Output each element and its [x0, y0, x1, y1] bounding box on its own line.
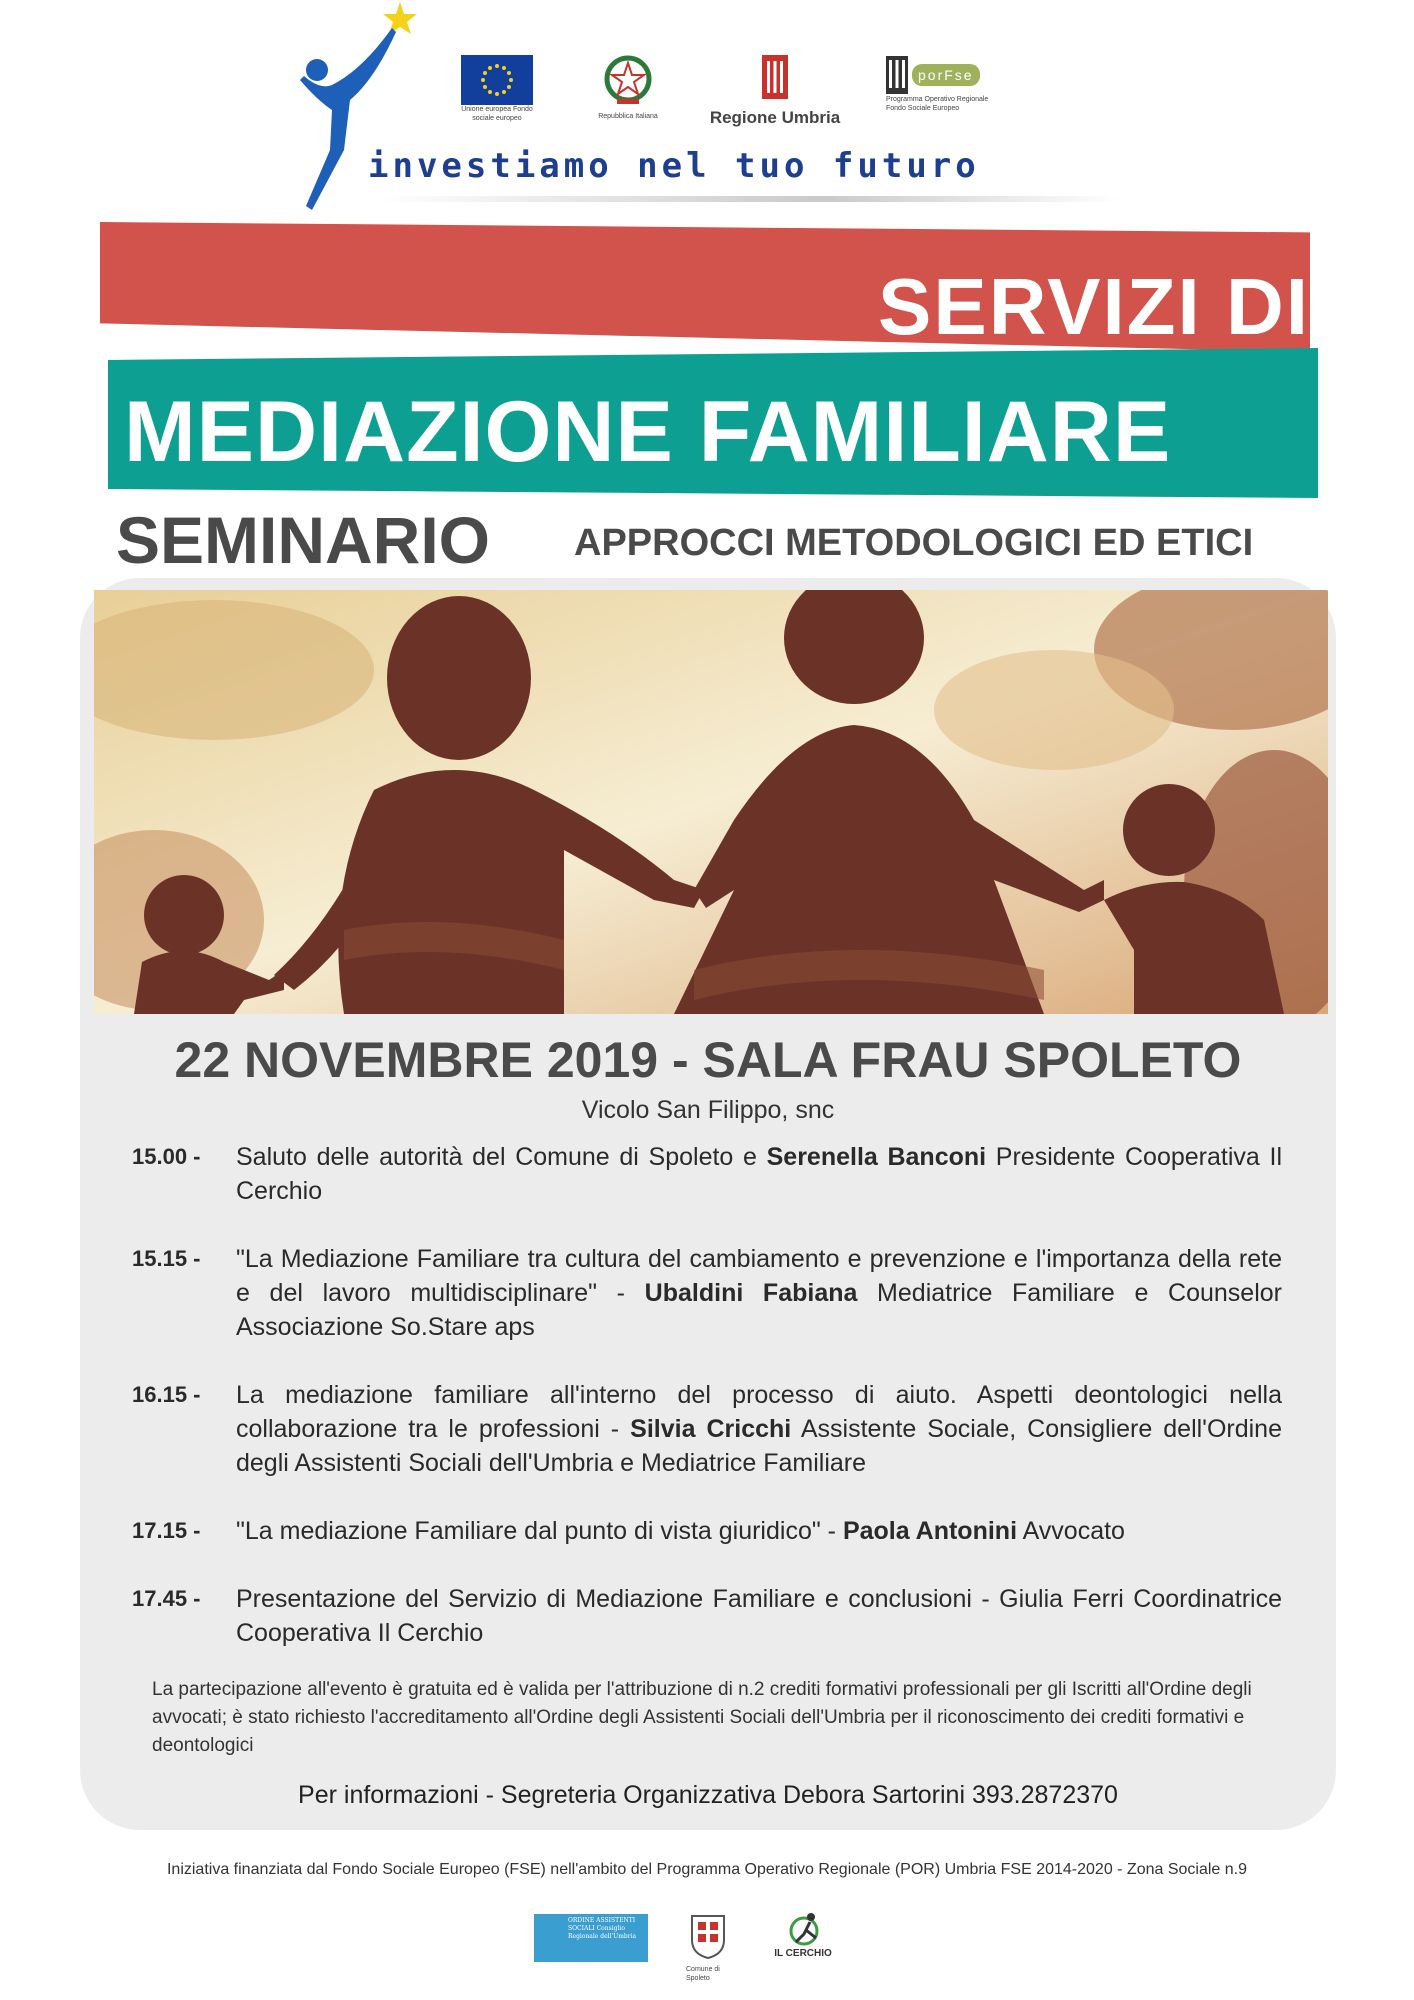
italy-emblem-icon: [603, 55, 653, 107]
comune-spoleto-logo: [686, 1910, 730, 1982]
eu-logo: [460, 55, 534, 123]
porfse-mark: porFse: [912, 64, 980, 86]
program-text-part: "La Mediazione Familiare tra cultura del cambiamento e prevenzione e l'importanza della rete e del lavoro multidisciplinare" -: [236, 1245, 1282, 1307]
speaker-name: Ubaldini Fabiana: [644, 1279, 858, 1307]
tagline: investiamo nel tuo futuro: [368, 146, 980, 186]
program-time: 17.45 -: [132, 1586, 201, 1611]
spoleto-crest-icon: [686, 1910, 730, 1960]
il-cerchio-logo: [770, 1912, 836, 1968]
program-text: [236, 1242, 1282, 1344]
program-time: 15.00 -: [132, 1144, 201, 1169]
program-item: [132, 1242, 1282, 1344]
umbria-flag-icon: [762, 55, 788, 99]
speaker-name: Serenella Banconi: [766, 1143, 987, 1171]
family-silhouette-illustration: [94, 590, 1328, 1014]
porfse-caption: Programma Operativo Regionale Fondo Sociale Europeo: [886, 96, 989, 112]
porfse-logo: [886, 55, 996, 113]
program-text-part: Mediatrice Familiare e Counselor Associazione So.Stare aps: [236, 1279, 1282, 1341]
speaker-name: Paola Antonini: [842, 1517, 1018, 1545]
cerchio-name: IL CERCHIO: [774, 1948, 832, 1959]
speaker-name: Silvia Cricchi: [630, 1415, 792, 1443]
program-text-part: Avvocato: [1017, 1517, 1125, 1545]
title-servizi-di: SERVIZI DI: [878, 262, 1310, 351]
program-text-part: Assistente Sociale, Consigliere dell'Ordine degli Assistenti Sociali dell'Umbria e Mediatrice Familiare: [236, 1415, 1282, 1477]
program-text: [236, 1514, 1282, 1548]
assistenti-logo-text: ORDINE ASSISTENTI SOCIALI Consiglio Regionale dell'Umbria: [568, 1917, 637, 1940]
tagline-underline: [380, 196, 1120, 202]
program-item: [132, 1514, 1282, 1548]
program-item: [132, 1582, 1282, 1650]
credits-note: La partecipazione all'evento è gratuita ed è valida per l'attribuzione di n.2 crediti formativi professionali per gli Iscritti all'Ordine degli avvocati; è stato richiesto l'accreditamento all'Ordine degli Assistenti Sociali dell'Umbria per il riconoscimento dei crediti formativi e deontologici: [152, 1679, 1252, 1756]
regione-umbria-logo: [700, 55, 850, 128]
running-figure-logo-icon: [292, 0, 422, 220]
italy-caption: Repubblica Italiana: [598, 113, 658, 120]
program-item: [132, 1140, 1282, 1208]
program-text-part: La mediazione familiare all'interno del processo di aiuto. Aspetti deontologici nella collaborazione tra le professioni -: [236, 1381, 1282, 1443]
program-text-part: Presentazione del Servizio di Mediazione Familiare e conclusioni - Giulia Ferri Coordinatrice Cooperativa Il Cerchio: [236, 1585, 1282, 1647]
program-text: [236, 1378, 1282, 1480]
program-text-part: Presidente Cooperativa Il Cerchio: [236, 1143, 1282, 1205]
program-time: 15.15 -: [132, 1246, 201, 1271]
italy-emblem-logo: [596, 55, 660, 121]
seminar-heading: SEMINARIO: [116, 503, 491, 577]
cerchio-figure-icon: [786, 1912, 822, 1946]
ordine-assistenti-sociali-logo: [534, 1914, 648, 1962]
program-text-part: "La mediazione Familiare dal punto di vista giuridico" -: [236, 1517, 843, 1545]
eu-flag-icon: [461, 55, 533, 105]
title-mediazione-familiare: MEDIAZIONE FAMILIARE: [124, 384, 1172, 480]
program-list: [132, 1140, 1282, 1684]
event-date-place: 22 NOVEMBRE 2019 - SALA FRAU SPOLETO: [174, 1032, 1242, 1088]
program-item: [132, 1378, 1282, 1480]
program-text: [236, 1140, 1282, 1208]
seminar-subtitle: APPROCCI METODOLOGICI ED ETICI: [574, 522, 1254, 564]
event-address: Vicolo San Filippo, snc: [581, 1096, 835, 1124]
umbria-name: Regione Umbria: [709, 108, 841, 127]
umbria-shield-icon: [886, 56, 908, 94]
funding-note: Iniziativa finanziata dal Fondo Sociale Europeo (FSE) nell'ambito del Programma Operativo Regionale (POR) Umbria FSE 2014-2020 - Zona Sociale n.9: [166, 1861, 1248, 1878]
program-time: 17.15 -: [132, 1518, 201, 1543]
program-text: [236, 1582, 1282, 1650]
info-contact: Per informazioni - Segreteria Organizzativa Debora Sartorini 393.2872370: [298, 1781, 1118, 1809]
spoleto-caption: Comune di Spoleto: [686, 1966, 720, 1982]
eu-caption: Unione europea Fondo sociale europeo: [461, 106, 533, 122]
program-text-part: Saluto delle autorità del Comune di Spoleto e: [236, 1143, 767, 1171]
program-time: 16.15 -: [132, 1382, 201, 1407]
